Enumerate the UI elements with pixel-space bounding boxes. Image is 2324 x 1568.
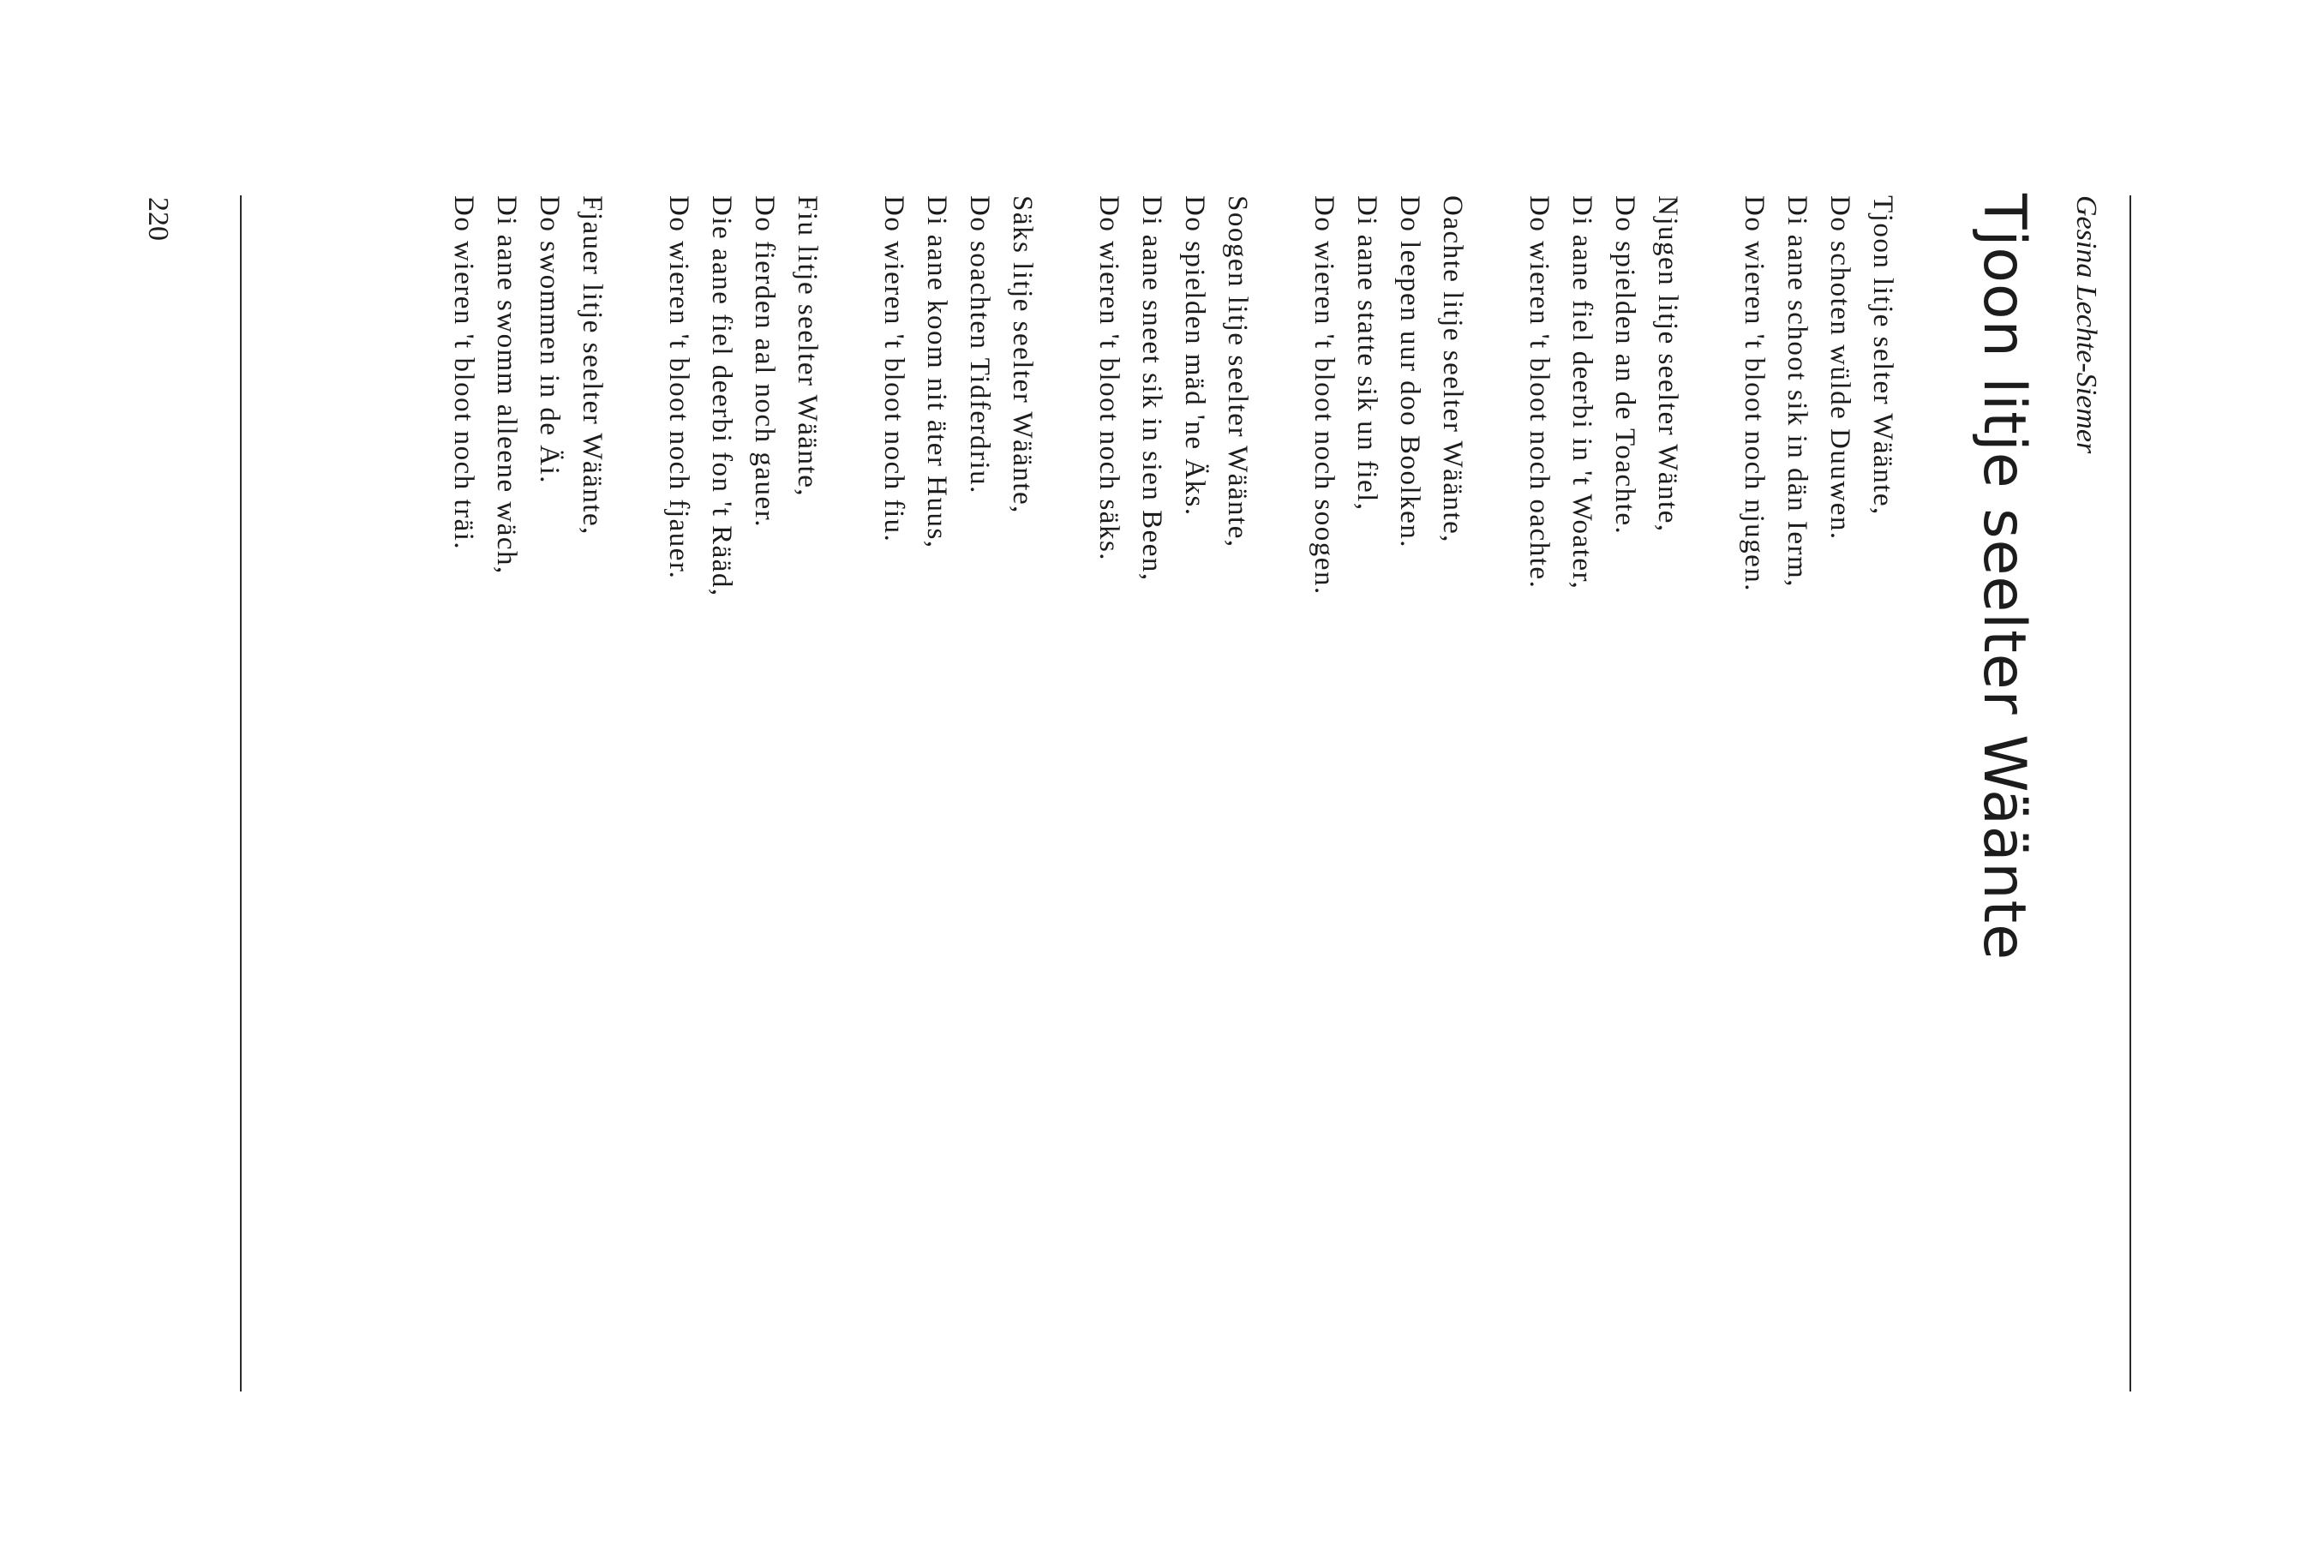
verse-line: Fiu litje seelter Wäänte, [792, 195, 823, 498]
verse-line: Di aane schoot sik in dän Ierm, [1782, 195, 1812, 588]
verse-line: Do wieren 't bloot noch njugen. [1739, 195, 1770, 593]
verse-line: Do wieren 't bloot noch fiu. [878, 195, 909, 543]
verse-line: Do wieren 't bloot noch soogen. [1309, 195, 1339, 595]
verse-line: Do wieren 't bloot noch säks. [1093, 195, 1124, 562]
verse-line: Njugen litje seelter Wänte, [1652, 195, 1683, 533]
bottom-rule [240, 195, 242, 1391]
verse-line: Di aane koom nit äter Huus, [921, 195, 952, 549]
verse-line: Do schoten wülde Duuwen. [1824, 195, 1855, 541]
author-name: Gesina Lechte-Siemer [2070, 195, 2102, 454]
verse-line: Do fierden aal noch gauer. [749, 195, 780, 529]
verse-line: Tjoon litje selter Wäänte, [1867, 195, 1898, 516]
stanza [657, 195, 829, 597]
verse-line: Do wieren 't bloot noch fjauer. [663, 195, 694, 580]
stanza [1518, 195, 1689, 597]
top-rule [2129, 195, 2131, 1391]
stanza [1733, 195, 1904, 597]
poem-body [398, 195, 1904, 597]
verse-line: Di aane fiel deerbi in 't Woater, [1566, 195, 1597, 590]
verse-line: Do wieren 't bloot noch träi. [448, 195, 479, 551]
verse-line: Do wieren 't bloot noch oachte. [1524, 195, 1554, 589]
verse-line: Soogen litje seelter Wäänte, [1222, 195, 1253, 548]
verse-line: Di aane sneet sik in sien Been, [1136, 195, 1167, 582]
verse-line: Oachte litje seelter Wäänte, [1437, 195, 1468, 544]
stanza [442, 195, 614, 597]
verse-line: Do soachten Tidferdriu. [964, 195, 995, 494]
verse-line: Do leepen uur doo Boolken. [1394, 195, 1425, 549]
stanza [872, 195, 1044, 597]
verse-line: Do spielden an de Toachte. [1609, 195, 1640, 536]
verse-line: Di aane swomm alleene wäch, [491, 195, 522, 575]
verse-line: Do swommen in de Äi. [534, 195, 565, 485]
stanza [1087, 195, 1259, 597]
verse-line: Die aane fiel deerbi fon 't Rääd, [706, 195, 737, 597]
verse-line: Di aane statte sik un fiel, [1351, 195, 1382, 512]
verse-line: Säks litje seelter Wäänte, [1007, 195, 1038, 514]
verse-line: Do spielden mäd 'ne Äks. [1179, 195, 1210, 517]
page-number: 220 [142, 197, 174, 241]
stanza [1303, 195, 1474, 597]
verse-line: Fjauer litje seelter Wäänte, [577, 195, 608, 536]
poem-title: Tjoon litje seelter Wäänte [1970, 194, 2038, 961]
